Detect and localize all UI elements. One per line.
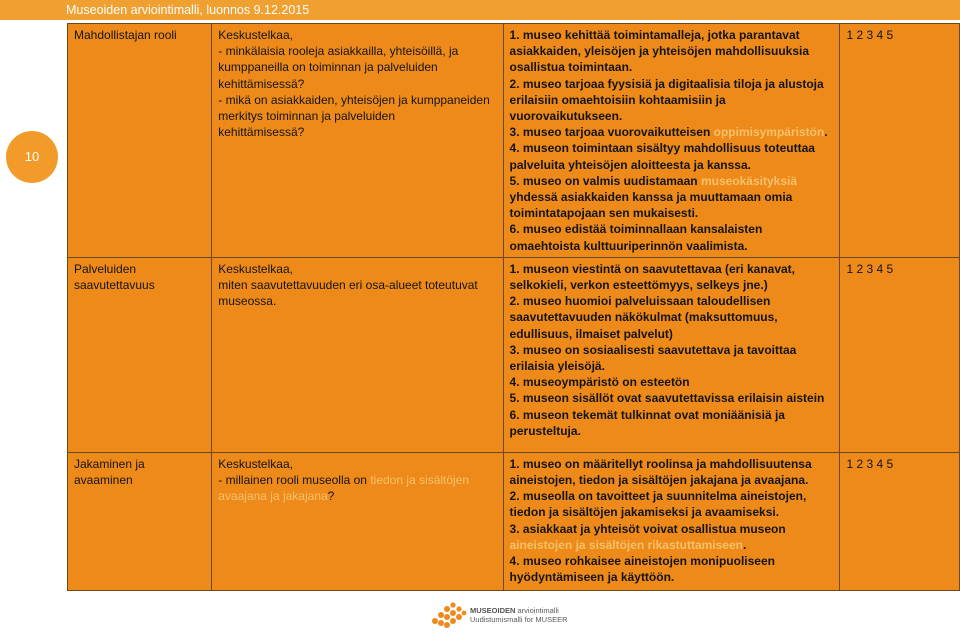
criterion: 4. museon toimintaan sisältyy mahdollisuus toteuttaa palveluita yhteisöjen aloitteesta ja kanssa. bbox=[509, 141, 815, 172]
evaluation-table bbox=[67, 23, 960, 591]
rating-scale: 1 2 3 4 5 bbox=[840, 24, 960, 258]
criteria-list bbox=[503, 257, 840, 452]
row-label: Palveluiden saavutettavuus bbox=[68, 257, 212, 452]
criterion: 6. museo edistää toiminnallaan kansalaisten omaehtoista kulttuuriperinnön vaalimista. bbox=[509, 222, 763, 253]
criteria-list bbox=[503, 452, 840, 590]
criterion: 1. museon viestintä on saavutettavaa (eri kanavat, selkokieli, verkon esteettömyys, selkeys jne.) bbox=[509, 261, 795, 293]
criterion: 3. museo tarjoaa vuorovaikutteisen oppimisympäristön. bbox=[509, 125, 828, 140]
criterion: 1. museo on määritellyt roolinsa ja mahdollisuutensa aineistojen, tiedon ja sisältöjen jakajana ja avaajana. bbox=[509, 456, 812, 488]
criterion: 1. museo kehittää toimintamalleja, jotka parantavat asiakkaiden, yleisöjen ja yhteisöjen mahdollisuuksia osallistua toimintaan. bbox=[509, 28, 810, 75]
table-row bbox=[68, 452, 960, 590]
museum-logo-icon bbox=[430, 601, 468, 631]
criterion: 5. museon sisällöt ovat saavutettavissa erilaisin aistein bbox=[509, 391, 825, 406]
criterion: 3. museo on sosiaalisesti saavutettava ja tavoittaa erilaisia yleisöjä. bbox=[509, 342, 797, 374]
criterion: 2. museo tarjoaa fyysisiä ja digitaalisia tiloja ja alustoja erilaisiin omaehtoisiin kohtaamisiin ja vuorovaikutukseen. bbox=[509, 76, 824, 124]
rating-scale: 1 2 3 4 5 bbox=[840, 257, 960, 452]
rating-scale: 1 2 3 4 5 bbox=[840, 452, 960, 590]
discussion-question: Keskustelkaa, - millainen rooli museolla on tiedon ja sisältöjen avaajana ja jakajana? bbox=[212, 452, 503, 590]
table-row bbox=[68, 257, 960, 452]
criterion: 2. museolla on tavoitteet ja suunnitelma aineistojen, tiedon ja sisältöjen jakamiseksi ja avaamiseksi. bbox=[509, 489, 807, 520]
criterion: 4. museoympäristö on esteetön bbox=[509, 375, 690, 390]
discussion-question: Keskustelkaa, miten saavutettavuuden eri osa-alueet toteutuvat museossa. bbox=[212, 257, 503, 452]
criterion: 4. museo rohkaisee aineistojen monipuoliseen hyödyntämiseen ja käyttöön. bbox=[509, 554, 775, 585]
page-number-badge: 10 bbox=[6, 131, 58, 183]
footer-logo-text: MUSEOIDEN arviointimalli Uudistumismalli for MUSEER bbox=[470, 606, 568, 624]
row-label: Jakaminen ja avaaminen bbox=[68, 452, 212, 590]
row-label: Mahdollistajan rooli bbox=[68, 24, 212, 258]
document-header: Museoiden arviointimalli, luonnos 9.12.2015 bbox=[0, 0, 960, 20]
criteria-list bbox=[503, 24, 840, 258]
criterion: 5. museo on valmis uudistamaan museokäsityksiä yhdessä asiakkaiden kanssa ja muuttamaan omia toimintatapojaan sen mukaisesti. bbox=[509, 173, 797, 221]
discussion-question: Keskustelkaa, - minkälaisia rooleja asiakkailla, yhteisöillä, ja kumppaneilla on toiminnan ja palveluiden kehittämisessä? - mikä on asiakkaiden, yhteisöjen ja kumppaneiden merkitys toiminnan ja palveluiden kehittämisessä? bbox=[212, 24, 503, 258]
table-row bbox=[68, 24, 960, 258]
criterion: 2. museo huomioi palveluissaan taloudellisen saavutettavuuden näkökulmat (maksuttomuus, edullisuus, ilmaiset palvelut) bbox=[509, 294, 778, 341]
criterion: 3. asiakkaat ja yhteisöt voivat osallistua museon aineistojen ja sisältöjen rikastuttamiseen. bbox=[509, 521, 786, 552]
criterion: 6. museon tekemät tulkinnat ovat moniäänisiä ja perusteltuja. bbox=[509, 407, 785, 438]
